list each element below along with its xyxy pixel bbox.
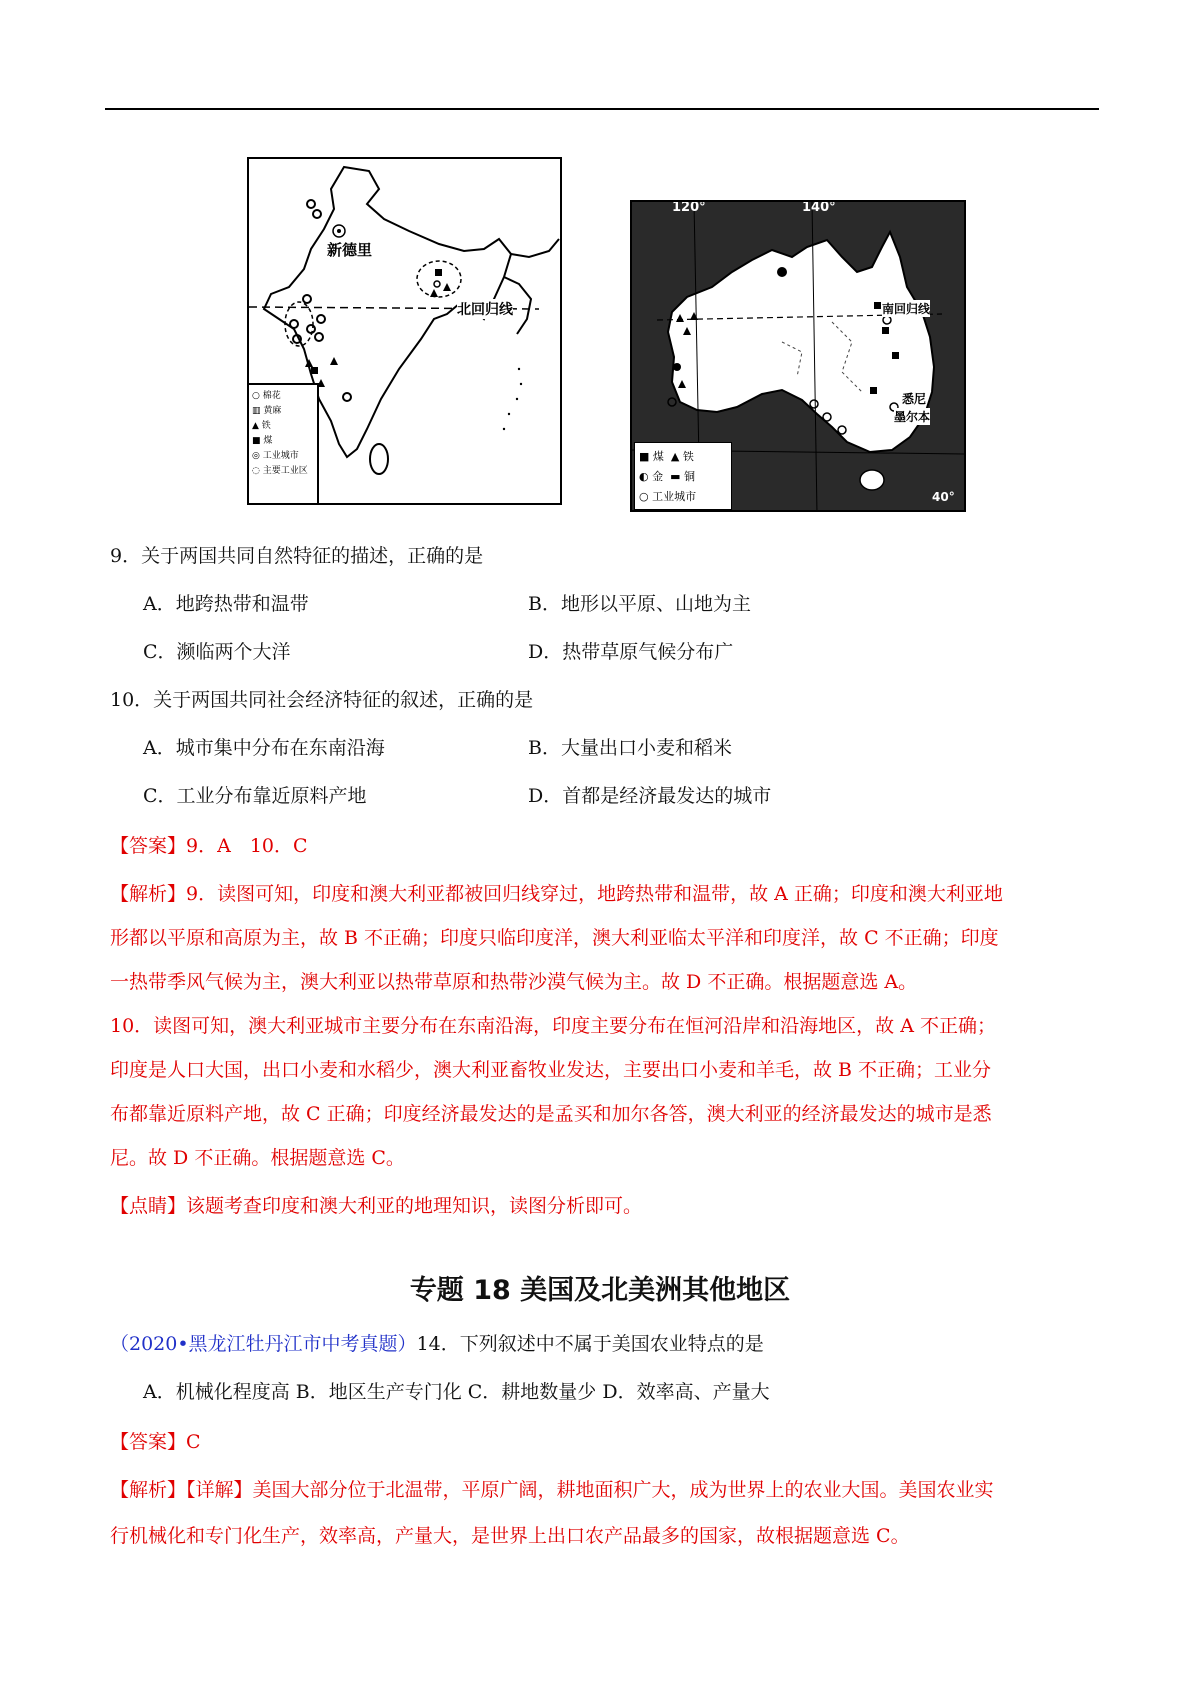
answer-text: C xyxy=(186,1431,201,1453)
answer-label: 【答案】 xyxy=(110,1431,187,1453)
longitude-140-label: 140° xyxy=(802,200,836,215)
q9-stem: 9．关于两国共同自然特征的描述，正确的是 xyxy=(110,545,484,567)
q14-stem-line xyxy=(110,1330,764,1358)
jute-marker xyxy=(435,269,442,276)
analysis-line-5: 印度是人口大国，出口小麦和水稻少，澳大利亚畜牧业发达，主要出口小麦和羊毛，故 B 不正确；工业分 xyxy=(110,1059,992,1081)
q14-stem: 14．下列叙述中不属于美国农业特点的是 xyxy=(416,1333,764,1355)
tropic-of-cancer-label: 北回归线 xyxy=(457,299,513,319)
analysis2-label: 【解析】【详解】 xyxy=(110,1479,253,1501)
analysis2-line-2: 行机械化和专门化生产，效率高，产量大，是世界上出口农产品最多的国家，故根据题意选 C。 xyxy=(110,1525,910,1547)
q10-option-a: A．城市集中分布在东南沿海 xyxy=(143,737,385,759)
legend-item: ■ 煤 xyxy=(252,436,273,446)
q14-options: A．机械化程度高 B．地区生产专门化 C．耕地数量少 D．效率高、产量大 xyxy=(143,1381,770,1403)
australia-legend xyxy=(634,442,732,510)
australia-map xyxy=(630,200,966,512)
q9-option-a: A．地跨热带和温带 xyxy=(143,593,309,615)
q9-option-b: B．地形以平原、山地为主 xyxy=(528,593,751,615)
analysis-line-4: 10．读图可知，澳大利亚城市主要分布在东南沿海，印度主要分布在恒河沿岸和沿海地区，故 A 不正确； xyxy=(110,1015,996,1037)
answer-text: 9．A 10．C xyxy=(186,835,308,857)
legend-item: ○ 棉花 xyxy=(252,391,281,401)
header-rule xyxy=(105,108,1099,110)
analysis-label: 【解析】 xyxy=(110,883,187,905)
q14-source: （2020•黑龙江牡丹江市中考真题） xyxy=(110,1333,417,1355)
analysis-line-7: 尼。故 D 不正确。根据题意选 C。 xyxy=(110,1147,405,1169)
legend-item: ◎ 工业城市 xyxy=(252,451,299,461)
q10-option-b: B．大量出口小麦和稻米 xyxy=(528,737,732,759)
latitude-40-label: 40° xyxy=(932,490,955,504)
tip-text: 该题考查印度和澳大利亚的地理知识，读图分析即可。 xyxy=(186,1195,643,1217)
q9-option-d: D．热带草原气候分布广 xyxy=(528,641,734,663)
q9-option-c: C．濒临两个大洋 xyxy=(143,641,291,663)
tip-block xyxy=(110,1192,642,1220)
legend-item: ▥ 黄麻 xyxy=(252,406,282,416)
tropic-of-capricorn-label: 南回归线 xyxy=(882,302,931,316)
analysis-line-3: 一热带季风气候为主，澳大利亚以热带草原和热带沙漠气候为主。故 D 不正确。根据题意选 A。 xyxy=(110,971,918,993)
answer-block-1 xyxy=(110,832,308,860)
melbourne-label: 墨尔本 xyxy=(894,410,931,424)
iron-marker xyxy=(430,289,438,297)
analysis-line-2: 形都以平原和高原为主，故 B 不正确；印度只临印度洋，澳大利亚临太平洋和印度洋，故 C 不正确；印度 xyxy=(110,927,999,949)
answer-label: 【答案】 xyxy=(110,835,187,857)
cotton-marker xyxy=(307,200,315,208)
analysis2-line-1: 【解析】【详解】美国大部分位于北温带，平原广阔，耕地面积广大，成为世界上的农业大国。美国农业实 xyxy=(110,1479,994,1501)
q10-option-c: C．工业分布靠近原料产地 xyxy=(143,785,367,807)
coal-marker xyxy=(874,302,881,309)
answer-block-2 xyxy=(110,1428,201,1456)
legend-item: ◐ 金 ▬ 铜 xyxy=(639,470,695,483)
legend-item: ▲ 铁 xyxy=(252,421,271,431)
q10-stem: 10．关于两国共同社会经济特征的叙述，正确的是 xyxy=(110,689,534,711)
analysis-line-6: 布都靠近原料产地，故 C 正确；印度经济最发达的是孟买和加尔各答，澳大利亚的经济最发达的城市是悉 xyxy=(110,1103,992,1125)
section-title: 专题 18 美国及北美洲其他地区 xyxy=(409,1275,791,1306)
india-map xyxy=(247,157,562,505)
sydney-label: 悉尼 xyxy=(902,392,927,406)
legend-item: ■ 煤 ▲ 铁 xyxy=(639,450,694,463)
q10-option-d: D．首都是经济最发达的城市 xyxy=(528,785,772,807)
analysis-line-1: 【解析】9．读图可知，印度和澳大利亚都被回归线穿过，地跨热带和温带，故 A 正确；印度和澳大利亚地 xyxy=(110,883,1003,905)
gold-marker xyxy=(777,267,787,277)
legend-item: ◌ 主要工业区 xyxy=(252,466,308,476)
tip-label: 【点睛】 xyxy=(110,1195,187,1217)
legend-item: ○ 工业城市 xyxy=(639,490,697,503)
longitude-120-label: 120° xyxy=(672,200,706,215)
india-legend xyxy=(249,383,319,505)
new-delhi-label: 新德里 xyxy=(327,241,373,259)
